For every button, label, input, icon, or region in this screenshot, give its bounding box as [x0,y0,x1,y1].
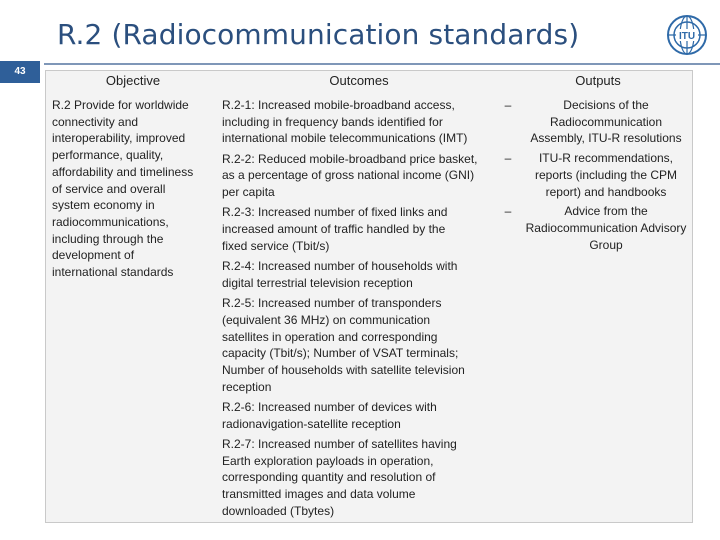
output-text [516,97,696,147]
outcome-line: per capita [222,185,275,200]
outcome-line: digital terrestrial television reception [222,275,413,290]
outcome-line: transmitted images and data volume [222,487,416,502]
outcome-line: R.2-3: Increased number of fixed links and [222,205,448,220]
output-line: Advice from the [564,204,648,219]
outcome-line: including in frequency bands identified for [222,114,443,129]
title-divider [44,63,720,65]
header-outcomes: Outcomes [329,73,389,88]
outcome-line: increased amount of traffic handled by the [222,222,446,237]
outcome-item [222,204,496,254]
outcome-line: Earth exploration payloads in operation, [222,453,434,468]
objective-line: system economy in [52,198,155,213]
outcome-item [222,399,496,432]
page-number: 43 [0,61,40,83]
output-text [516,150,696,200]
output-line: report) and handbooks [545,184,667,199]
outcome-line: corresponding quantity and resolution of [222,470,436,485]
outcome-line: (equivalent 36 MHz) on communication [222,312,431,327]
outcome-line: satellites in operation and corresponding [222,329,438,344]
objective-line: including through the [52,231,164,246]
outcome-line: as a percentage of gross national income (GNI) [222,168,475,183]
objective-line: international standards [52,265,174,280]
output-line: reports (including the CPM [534,167,678,182]
output-line: Group [589,237,623,252]
outcome-item [222,436,496,520]
outcome-line: R.2-7: Increased number of satellites having [222,436,457,451]
logo-text: ITU [678,31,696,42]
outcome-line: radionavigation-satellite reception [222,416,401,431]
output-text [516,203,696,253]
outcome-item [222,97,496,147]
header-outputs: Outputs [575,73,621,88]
objective-line: connectivity and [52,114,139,129]
outcome-line: R.2-5: Increased number of transponders [222,296,442,311]
outcome-line: capacity (Tbit/s); Number of VSAT terminals; [222,346,459,361]
objective-line: development of [52,248,135,263]
itu-logo [664,12,710,58]
output-item [500,203,696,253]
outcome-line: Number of households with satellite television [222,362,465,377]
outcome-line: fixed service (Tbit/s) [222,238,330,253]
output-line: Radiocommunication [549,114,663,129]
outcome-line: R.2-1: Increased mobile-broadband access, [222,98,455,112]
objective-line: R.2 Provide for worldwide [52,98,189,112]
dash-bullet: – [504,151,512,166]
outcome-line: downloaded (Tbytes) [222,503,335,518]
output-line: Assembly, ITU-R resolutions [530,131,682,146]
outcome-item [222,295,496,395]
output-line: Radiocommunication Advisory [525,220,687,235]
slide-title: R.2 (Radiocommunication standards) [57,18,580,51]
outcome-line: R.2-4: Increased number of households with [222,259,458,274]
outputs-column [500,97,696,256]
objective-column [52,97,214,281]
output-item [500,97,696,147]
outcomes-column [222,97,496,523]
objective-line: performance, quality, [52,148,164,163]
objective-line: radiocommunications, [52,214,169,229]
outcome-item [222,151,496,201]
outcome-item [222,258,496,291]
output-item [500,150,696,200]
dash-bullet: – [504,204,512,219]
outcome-line: R.2-6: Increased number of devices with [222,399,437,414]
objective-line: affordability and timeliness [52,164,194,179]
objective-line: interoperability, improved [52,131,186,146]
output-line: Decisions of the [563,98,649,112]
dash-bullet: – [504,98,512,112]
output-line: ITU-R recommendations, [538,151,674,166]
header-objective: Objective [105,73,161,88]
outcome-line: reception [222,379,272,394]
outcome-line: international mobile telecommunications (IMT) [222,131,468,146]
outcome-line: R.2-2: Reduced mobile-broadband price basket, [222,151,478,166]
objective-line: of service and overall [52,181,166,196]
